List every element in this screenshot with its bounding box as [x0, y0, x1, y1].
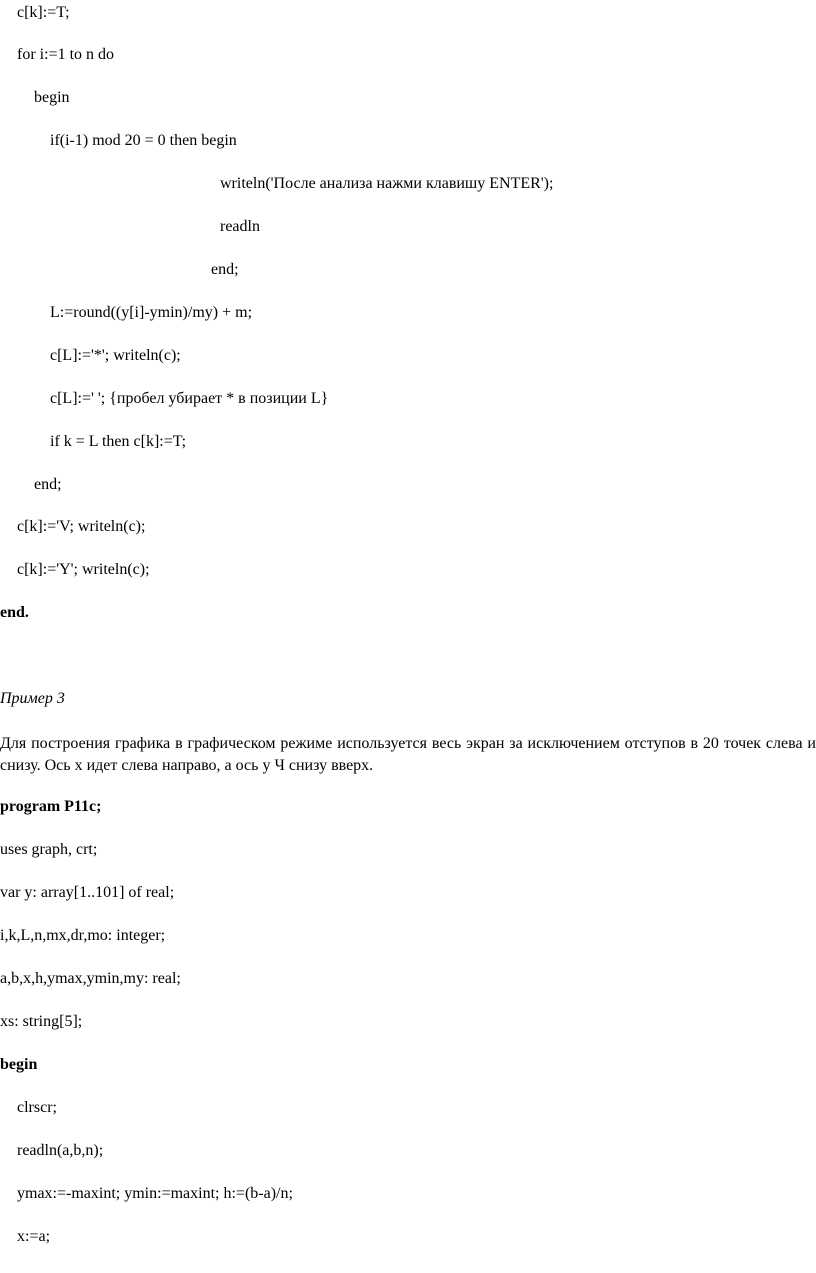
code-line: ymax:=-maxint; ymin:=maxint; h:=(b-a)/n; [17, 1185, 293, 1202]
code-line: c[L]:=' '; {пробел убирает * в позиции L} [50, 390, 329, 407]
code-line: end; [34, 476, 62, 493]
program-header: program P11c; [0, 798, 102, 815]
code-line: clrscr; [17, 1099, 57, 1116]
description-paragraph: Для построения графика в графическом режиме используется весь экран за исключением отступов в 20 точек слева и снизу. Ось x идет слева направо, а ось y Ч снизу вверх. [0, 735, 816, 774]
code-line: i,k,L,n,mx,dr,mo: integer; [0, 927, 166, 944]
code-line: c[k]:='Y'; writeln(c); [17, 561, 150, 578]
code-line: for i:=1 to n do [17, 46, 115, 63]
code-line: readln [220, 218, 260, 235]
code-line: if(i-1) mod 20 = 0 then begin [50, 132, 237, 149]
begin-keyword: begin [0, 1056, 38, 1073]
code-line: c[k]:='V; writeln(c); [17, 518, 146, 535]
example-heading: Пример 3 [0, 690, 65, 707]
code-line-end: end. [0, 604, 29, 621]
code-line: xs: string[5]; [0, 1013, 83, 1030]
code-line: c[k]:=T; [17, 4, 70, 21]
code-line: uses graph, crt; [0, 841, 98, 858]
code-line: begin [34, 89, 70, 106]
code-line: a,b,x,h,ymax,ymin,my: real; [0, 970, 181, 987]
code-line: end; [211, 261, 239, 278]
code-line: readln(a,b,n); [17, 1142, 104, 1159]
code-line: if k = L then c[k]:=T; [50, 433, 187, 450]
code-line: L:=round((y[i]-ymin)/my) + m; [50, 304, 253, 321]
code-line: var y: array[1..101] of real; [0, 884, 175, 901]
code-line: writeln('После анализа нажми клавишу ENTER'); [220, 175, 554, 192]
code-line: x:=a; [17, 1228, 51, 1245]
code-line: c[L]:='*'; writeln(c); [50, 347, 181, 364]
